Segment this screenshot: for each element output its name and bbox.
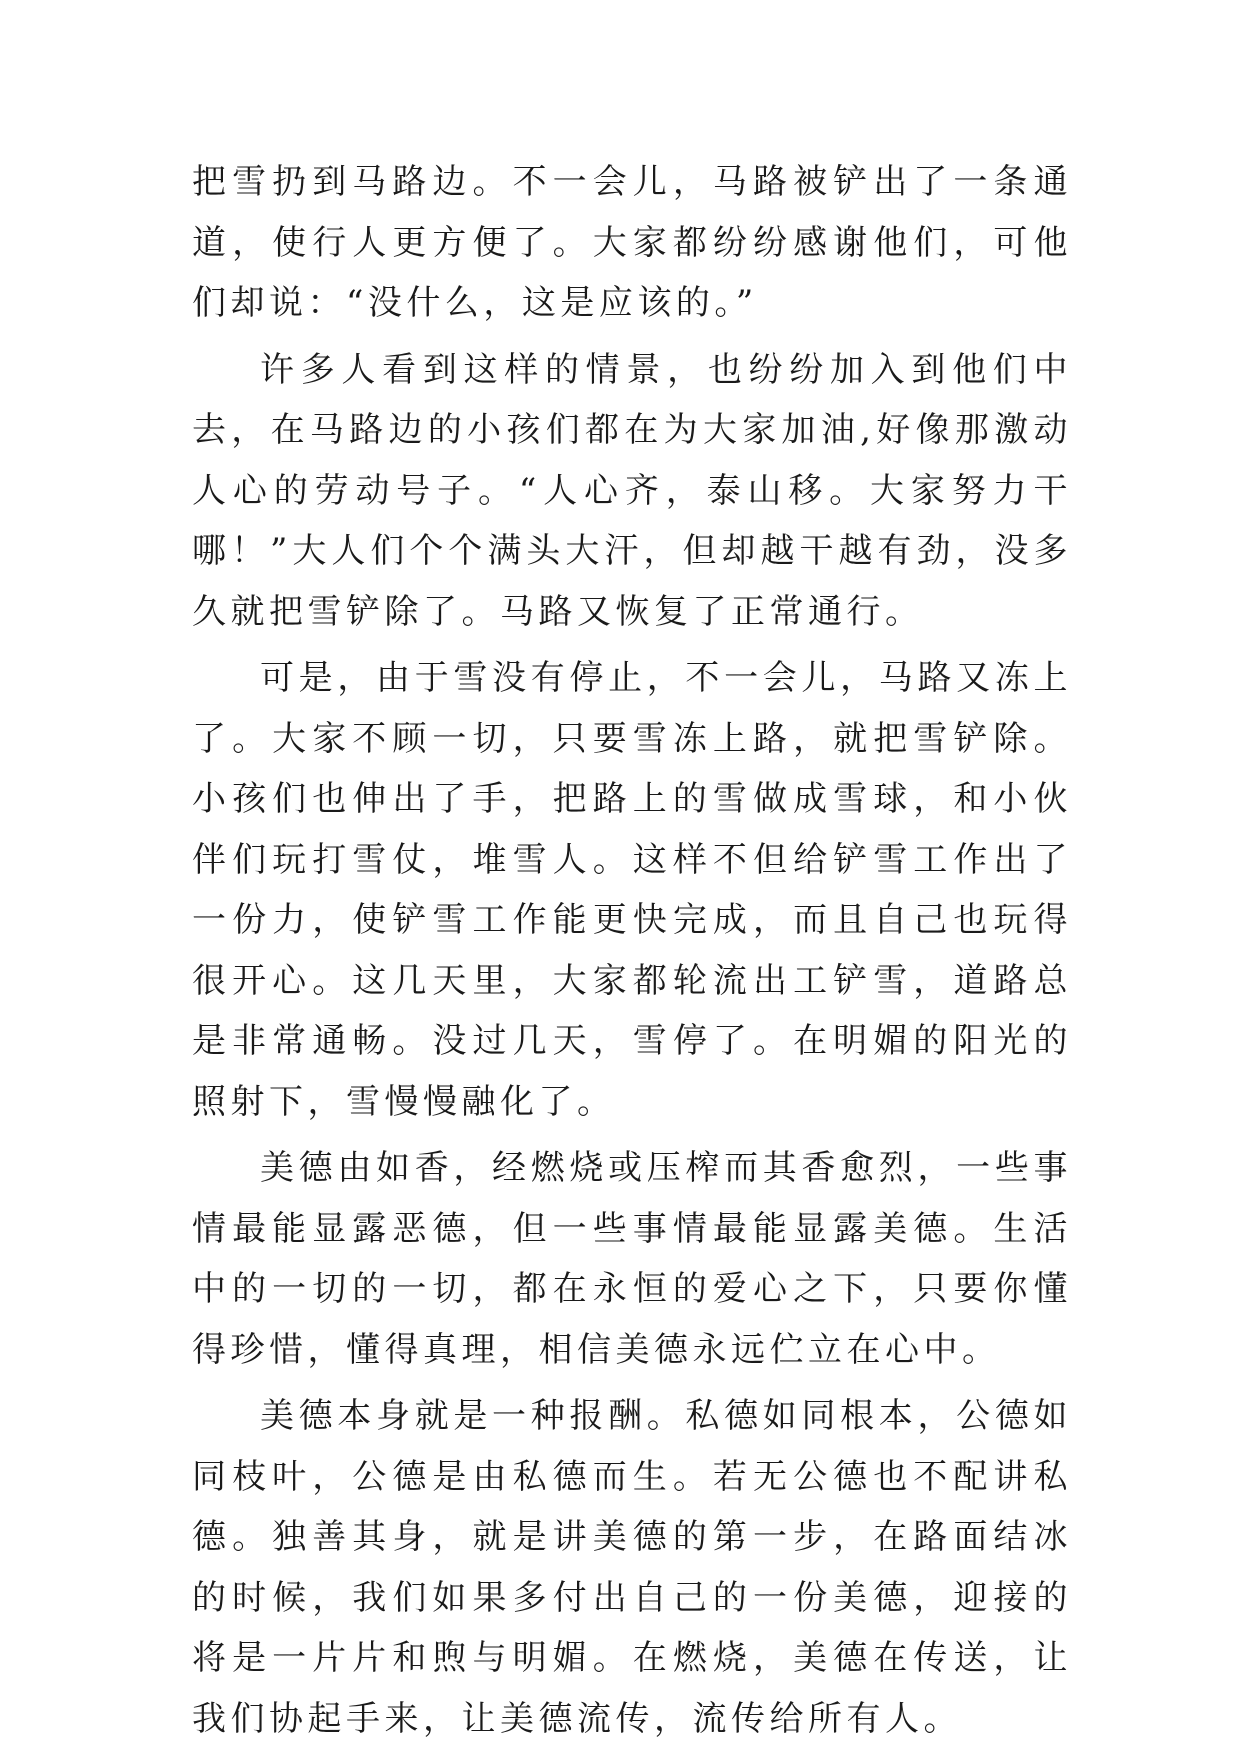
document-body: [192, 152, 1072, 1755]
paragraph-3: 可是，由于雪没有停止，不一会儿，马路又冻上了。大家不顾一切，只要雪冻上路，就把雪铲除。小孩们也伸出了手，把路上的雪做成雪球，和小伙伴们玩打雪仗，堆雪人。这样不但给铲雪工作出了一份力，使铲雪工作能更快完成，而且自己也玩得很开心。这几天里，大家都轮流出工铲雪，道路总是非常通畅。没过几天，雪停了。在明媚的阳光的照射下，雪慢慢融化了。: [192, 658, 1072, 1122]
paragraph-5: 美德本身就是一种报酬。私德如同根本，公德如同枝叶，公德是由私德而生。若无公德也不配讲私德。独善其身，就是讲美德的第一步，在路面结冰的时候，我们如果多付出自己的一份美德，迎接的将是一片片和煦与明媚。在燃烧，美德在传送，让我们协起手来，让美德流传，流传给所有人。: [192, 1396, 1072, 1739]
paragraph-4: 美德由如香，经燃烧或压榨而其香愈烈，一些事情最能显露恶德，但一些事情最能显露美德。生活中的一切的一切，都在永恒的爱心之下，只要你懂得珍惜，懂得真理，相信美德永远伫立在心中。: [192, 1148, 1072, 1370]
paragraph-2: 许多人看到这样的情景，也纷纷加入到他们中去，在马路边的小孩们都在为大家加油,好像那激动人心的劳动号子。“人心齐，泰山移。大家努力干哪！”大人们个个满头大汗，但却越干越有劲，没多久就把雪铲除了。马路又恢复了正常通行。: [192, 349, 1072, 632]
paragraph-1: 把雪扔到马路边。不一会儿，马路被铲出了一条通道，使行人更方便了。大家都纷纷感谢他们，可他们却说：“没什么，这是应该的。”: [192, 162, 1072, 323]
